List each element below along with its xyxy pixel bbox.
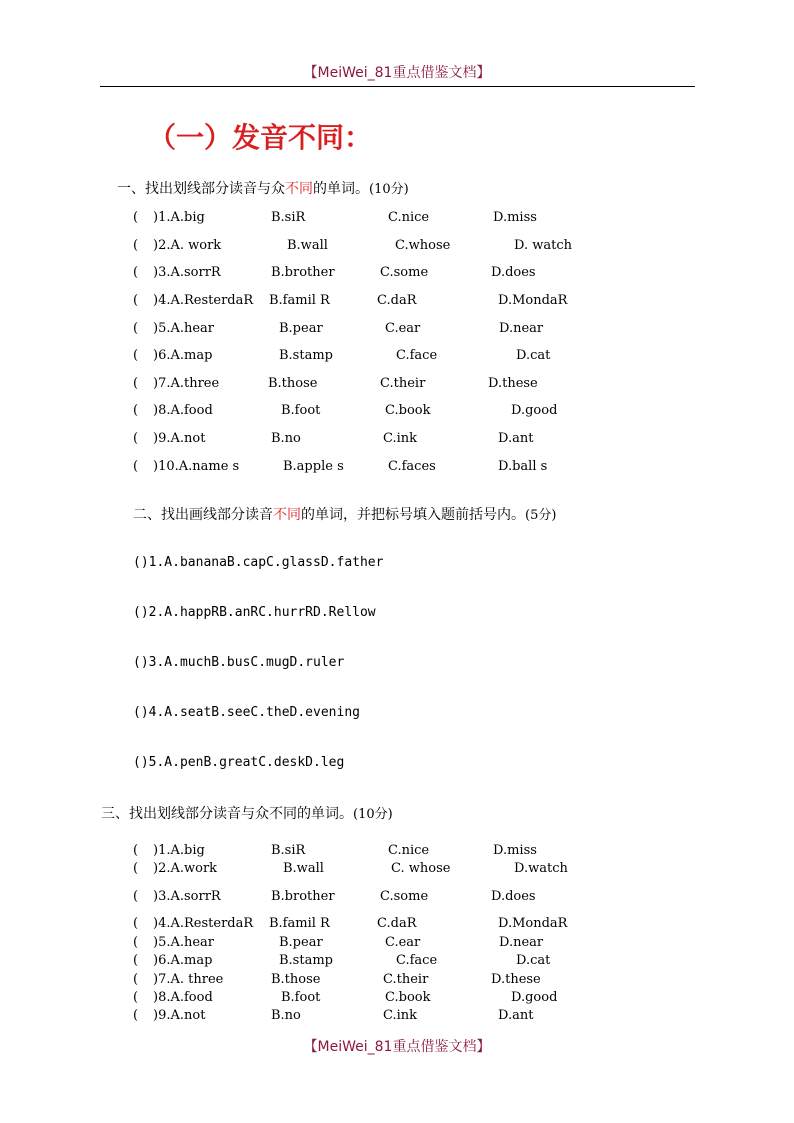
option-b: B.wall: [283, 861, 324, 876]
option-c: C.book: [385, 403, 431, 418]
option-a: )5.A.hear: [153, 321, 215, 336]
option-d: D.watch: [514, 861, 568, 876]
option-b: B.famil R: [269, 916, 330, 931]
page-header: 【MeiWei_81重点借鉴文档】: [303, 65, 491, 81]
option-a: )7.A. three: [153, 972, 224, 987]
option-c: C.book: [385, 990, 431, 1005]
section2-highlight: 不同: [273, 507, 301, 523]
answer-bracket: (: [133, 403, 139, 418]
section3-text: 三、找出划线部分读音与众不同的单词。: [101, 806, 353, 822]
option-a: )3.A.sorrR: [153, 889, 221, 904]
answer-bracket: (: [133, 238, 139, 253]
page-footer: 【MeiWei_81重点借鉴文档】: [303, 1039, 491, 1055]
option-a: )1.A.big: [153, 843, 205, 858]
option-c: C.daR: [377, 916, 417, 931]
option-d: D.good: [511, 403, 558, 418]
option-b: B.brother: [271, 889, 335, 904]
option-c: C.some: [380, 889, 429, 904]
option-d: D.near: [499, 321, 544, 336]
option-b: B.apple s: [283, 459, 344, 474]
option-c: C.their: [383, 972, 429, 987]
section2-prefix: 二、找出画线部分读音: [133, 507, 273, 523]
option-c: C.ear: [385, 935, 421, 950]
answer-bracket: (: [133, 972, 139, 987]
option-c: C.face: [396, 348, 438, 363]
answer-bracket: (: [133, 843, 139, 858]
answer-bracket: (: [133, 1008, 139, 1023]
option-c: C.nice: [388, 210, 430, 225]
option-a: )8.A.food: [153, 403, 213, 418]
option-c: C.faces: [388, 459, 436, 474]
section2-question: ()3.A.muchB.busC.mugD.ruler: [133, 655, 345, 670]
section2-heading: [133, 504, 556, 524]
option-b: B.foot: [281, 990, 321, 1005]
option-d: D.ant: [498, 431, 534, 446]
section2-suffix: 的单词，并把标号填入题前括号内。: [301, 507, 525, 523]
option-b: B.foot: [281, 403, 321, 418]
answer-bracket: (: [133, 348, 139, 363]
option-c: C.their: [380, 376, 426, 391]
section2-score: (5分): [525, 508, 557, 523]
option-b: B.famil R: [269, 293, 330, 308]
option-d: D.good: [511, 990, 558, 1005]
option-a: )4.A.ResterdaR: [153, 916, 254, 931]
option-d: D.miss: [493, 210, 537, 225]
option-b: B.no: [271, 1008, 301, 1023]
option-c: C.some: [380, 265, 429, 280]
option-d: D.near: [499, 935, 544, 950]
option-a: )9.A.not: [153, 431, 206, 446]
answer-bracket: (: [133, 376, 139, 391]
option-a: )6.A.map: [153, 348, 213, 363]
answer-bracket: (: [133, 265, 139, 280]
option-b: B.siR: [271, 210, 306, 225]
option-c: C.ear: [385, 321, 421, 336]
option-c: C.ink: [383, 431, 418, 446]
option-a: )5.A.hear: [153, 935, 215, 950]
answer-bracket: (: [133, 889, 139, 904]
option-d: D.miss: [493, 843, 537, 858]
answer-bracket: (: [133, 935, 139, 950]
option-b: B.no: [271, 431, 301, 446]
section2-question: ()4.A.seatB.seeC.theD.evening: [133, 705, 360, 720]
answer-bracket: (: [133, 861, 139, 876]
section2-question: ()1.A.bananaB.capC.glassD.father: [133, 555, 384, 570]
page-title: （一）发音不同：: [148, 121, 373, 154]
option-a: )6.A.map: [153, 953, 213, 968]
option-b: B.stamp: [279, 953, 333, 968]
option-d: D.ant: [498, 1008, 534, 1023]
option-b: B.wall: [287, 238, 328, 253]
section1-highlight: 不同: [285, 181, 313, 197]
option-a: )2.A. work: [153, 238, 222, 253]
option-b: B.those: [271, 972, 321, 987]
answer-bracket: (: [133, 916, 139, 931]
section1-heading: [117, 178, 409, 198]
option-a: )2.A.work: [153, 861, 218, 876]
option-d: D.does: [491, 889, 536, 904]
answer-bracket: (: [133, 953, 139, 968]
answer-bracket: (: [133, 210, 139, 225]
option-c: C.ink: [383, 1008, 418, 1023]
option-d: D.these: [491, 972, 541, 987]
option-d: D. watch: [514, 238, 572, 253]
option-a: )7.A.three: [153, 376, 220, 391]
option-b: B.brother: [271, 265, 335, 280]
option-b: B.siR: [271, 843, 306, 858]
option-a: )1.A.big: [153, 210, 205, 225]
option-c: C.nice: [388, 843, 430, 858]
option-b: B.pear: [279, 935, 323, 950]
answer-bracket: (: [133, 459, 139, 474]
answer-bracket: (: [133, 431, 139, 446]
answer-bracket: (: [133, 321, 139, 336]
option-d: D.cat: [516, 953, 551, 968]
option-d: D.these: [488, 376, 538, 391]
option-a: )8.A.food: [153, 990, 213, 1005]
section3-heading: [101, 803, 393, 823]
answer-bracket: (: [133, 990, 139, 1005]
option-b: B.pear: [279, 321, 323, 336]
answer-bracket: (: [133, 293, 139, 308]
section3-score: (10分): [353, 807, 393, 822]
section2-question: ()5.A.penB.greatC.deskD.leg: [133, 755, 345, 770]
option-c: C.daR: [377, 293, 417, 308]
header-divider: [100, 86, 695, 87]
option-d: D.does: [491, 265, 536, 280]
option-b: B.those: [268, 376, 318, 391]
option-d: D.cat: [516, 348, 551, 363]
section1-prefix: 一、找出划线部分读音与众: [117, 181, 285, 197]
option-a: )10.A.name s: [153, 459, 240, 474]
section1-suffix: 的单词。: [313, 181, 369, 197]
option-a: )9.A.not: [153, 1008, 206, 1023]
option-a: )4.A.ResterdaR: [153, 293, 254, 308]
option-c: C.whose: [395, 238, 451, 253]
option-c: C. whose: [391, 861, 451, 876]
section1-score: (10分): [369, 182, 409, 197]
section2-question: ()2.A.happRB.anRC.hurrRD.Rellow: [133, 605, 376, 620]
option-c: C.face: [396, 953, 438, 968]
option-d: D.MondaR: [498, 916, 568, 931]
option-d: D.ball s: [498, 459, 548, 474]
option-a: )3.A.sorrR: [153, 265, 221, 280]
option-d: D.MondaR: [498, 293, 568, 308]
option-b: B.stamp: [279, 348, 333, 363]
